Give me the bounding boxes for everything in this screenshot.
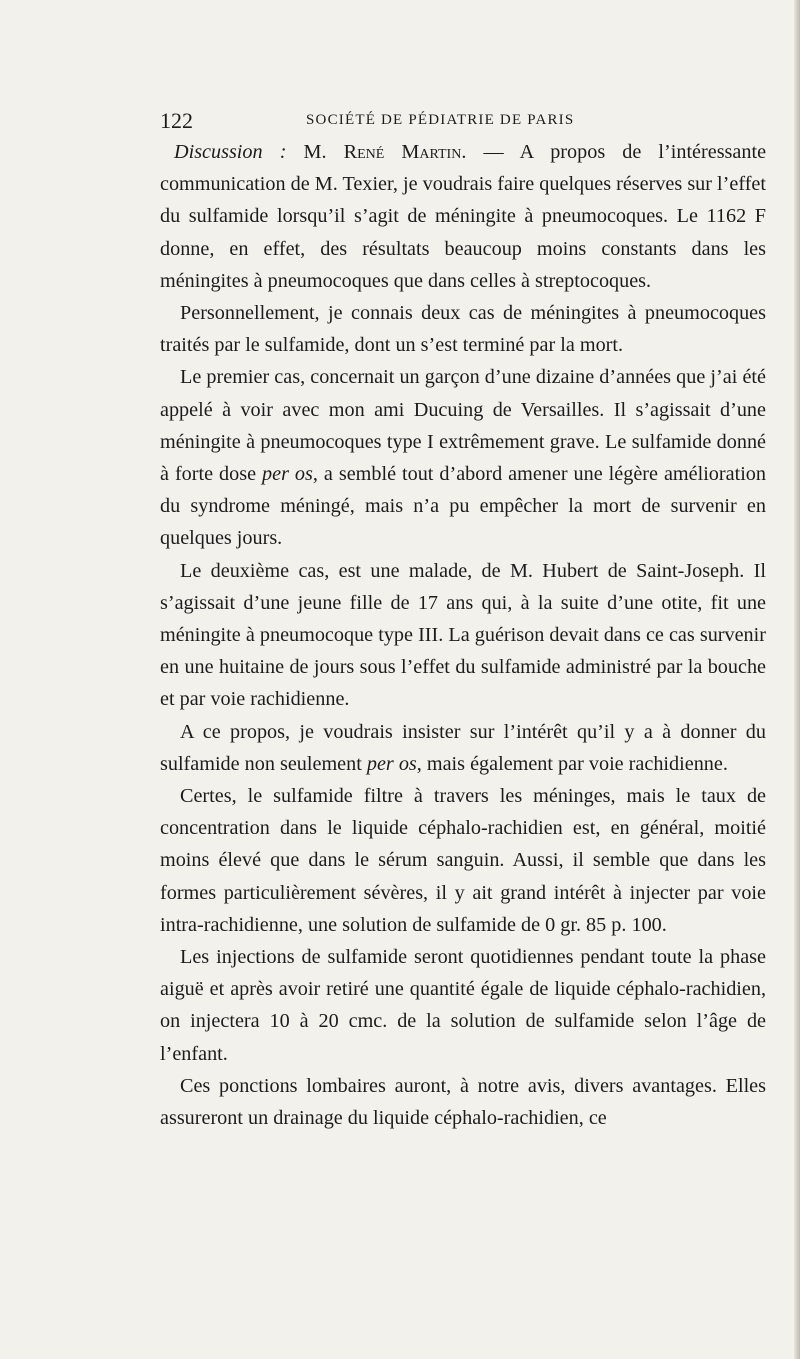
paragraph-3-part-b: , a semblé tout d’abord amener une légère amélioration du syndrome méningé, mais n’a pu empêcher la mort de survenir en quelques jours. xyxy=(160,463,766,550)
paragraph-4: Le deuxième cas, est une malade, de M. Hubert de Saint-Joseph. Il s’agissait d’une jeune fille de 17 ans qui, à la suite d’une otite, fit une méningite à pneumocoque type III. La guérison devait dans ce cas survenir en une huitaine de jours sous l’effet du sulfamide administré par la bouche et par voie rachidienne. xyxy=(160,559,766,711)
page-header xyxy=(160,100,766,136)
document-page xyxy=(160,100,766,1134)
speaker-prefix: M. xyxy=(303,141,327,163)
paragraph-5-part-b: , mais également par voie rachidienne. xyxy=(416,752,728,775)
paragraph-3-emphasis: per os xyxy=(262,463,313,486)
paragraph-5-part-a: A ce propos, je voudrais insister sur l’intérêt qu’il y a à donner du sulfamide non seulement xyxy=(160,720,766,775)
paragraph-7: Les injections de sulfamide seront quotidiennes pendant toute la phase aiguë et après avoir retiré une quantité égale de liquide céphalo-rachidien, on injectera 10 à 20 cmc. de la solution de sulfamide selon l’âge de l’enfant. xyxy=(160,946,766,1065)
paragraph-3-part-a: Le premier cas, concernait un garçon d’une dizaine d’années que j’ai été appelé à voir avec mon ami Ducuing de Versailles. Il s’agissait d’une méningite à pneumocoques type I extrêmement grave. Le sulfamide donné à forte dose xyxy=(160,366,766,486)
paragraph-discussion xyxy=(160,136,766,297)
paragraph-5 xyxy=(160,716,766,780)
speaker-name: René Martin. xyxy=(343,141,467,163)
paragraph-5-emphasis: per os xyxy=(366,752,417,775)
paragraph-6: Certes, le sulfamide filtre à travers les méninges, mais le taux de concentration dans le liquide céphalo-rachidien est, en général, moitié moins élevé que dans le sérum sanguin. Aussi, il semble que dans les formes particulièrement sévères, il y ait grand intérêt à injecter par voie intra-rachidienne, une solution de sulfamide de 0 gr. 85 p. 100. xyxy=(160,785,766,936)
paragraph-3 xyxy=(160,361,766,554)
page-edge xyxy=(794,0,800,1359)
discussion-label: Discussion : xyxy=(174,141,287,163)
body-text xyxy=(160,136,766,1134)
page-number: 122 xyxy=(160,108,193,133)
paragraph-2: Personnellement, je connais deux cas de méningites à pneumocoques traités par le sulfamide, dont un s’est terminé par la mort. xyxy=(160,302,766,357)
paragraph-8: Ces ponctions lombaires auront, à notre avis, divers avantages. Elles assureront un drainage du liquide céphalo-rachidien, ce xyxy=(160,1074,766,1130)
running-title: SOCIÉTÉ DE PÉDIATRIE DE PARIS xyxy=(306,112,575,128)
discussion-intro: — A propos de l’intéressante communication de M. Texier, je voudrais faire quelques réserves sur l’effet du sulfamide lorsqu’il s’agit de méningite à pneumocoques. Le 1162 F donne, en effet, des résultats beaucoup moins constants dans les méningites à pneumocoques que dans celles à streptocoques. xyxy=(160,141,767,292)
